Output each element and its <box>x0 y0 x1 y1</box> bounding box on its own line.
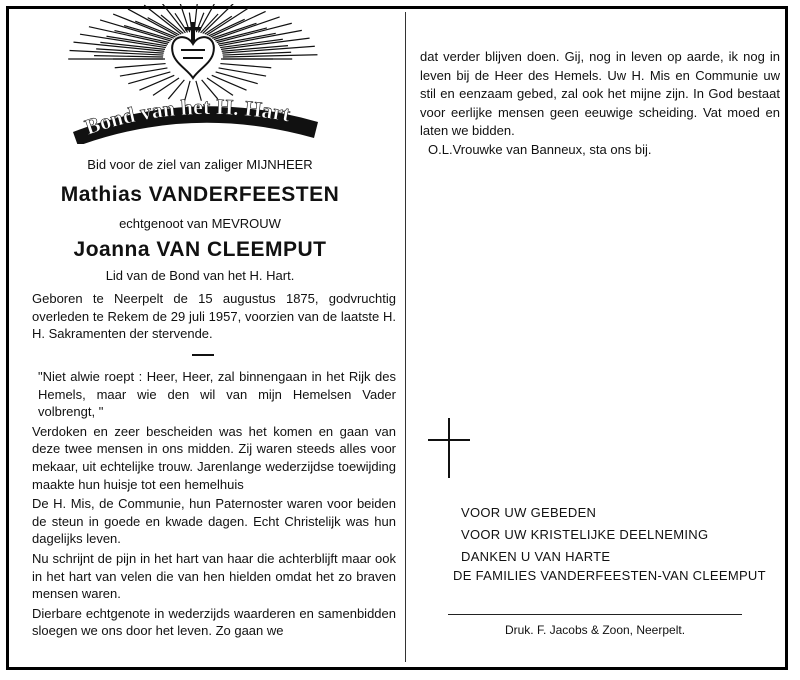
memorial-text <box>32 368 396 642</box>
thanks-line: VOOR UW GEBEDEN <box>461 505 597 520</box>
membership-line: Lid van de Bond van het H. Hart. <box>105 268 295 283</box>
thanks-block <box>461 502 781 568</box>
sacred-heart-icon <box>18 4 368 144</box>
bible-quote: "Niet alwie roept : Heer, Heer, zal binnengaan in het Rijk des Hemels, maar wie den wil van mijn Hemelsen Vader volbrengt, " <box>38 369 396 420</box>
section-dash <box>192 354 214 356</box>
sacred-heart-emblem <box>18 4 368 144</box>
spouse-intro: echtgenoot van MEVROUW <box>119 216 281 231</box>
spouse-name: Joanna VAN CLEEMPUT <box>73 238 327 261</box>
paragraph: Dierbare echtgenote in wederzijds waarderen en samenbidden sloegen we ons door het leven. Zo gaan we <box>32 605 396 639</box>
printer-credit: Druk. F. Jacobs & Zoon, Neerpelt. <box>504 623 686 637</box>
paragraph: dat verder blijven doen. Gij, nog in leven op aarde, ik nog in leven bij de Heer des Hemels. Uw H. Mis en Communie uw stil en eenzaam gebed, zal ook het mijne zijn. In God bestaat voor eerlijke mensen geen eeuwige scheiding. Vat moed en laten we bidden. <box>420 49 780 138</box>
printer-rule <box>448 614 742 615</box>
biography: Geboren te Neerpelt de 15 augustus 1875, godvruchtig overleden te Rekem de 29 juli 1957, voorzien van de laatste H. H. Sakramenten der stervende. <box>32 291 396 341</box>
deceased-name: Mathias VANDERFEESTEN <box>60 183 340 206</box>
paragraph: De H. Mis, de Communie, hun Paternoster waren voor beiden de steun in goede en kwade dagen. Echt Christelijk was hun dagelijks leven. <box>32 496 396 547</box>
memorial-continuation <box>420 48 780 159</box>
cross-icon <box>428 418 470 478</box>
thanks-line: VOOR UW KRISTELIJKE DEELNEMING <box>461 527 709 542</box>
families-line: DE FAMILIES VANDERFEESTEN-VAN CLEEMPUT <box>453 568 766 583</box>
paragraph: Nu schrijnt de pijn in het hart van haar die achterblijft maar ook in het hart van velen die van hen hielden omdat het zo braven mensen waren. <box>32 550 396 602</box>
thanks-line: DANKEN U VAN HARTE <box>461 549 611 564</box>
emblem-banner-text: Bond van het H. Hart <box>81 94 293 140</box>
prayer-line: O.L.Vrouwke van Banneux, sta ons bij. <box>428 141 652 157</box>
prayer-request: Bid voor de ziel van zaliger MIJNHEER <box>87 157 313 172</box>
fold-divider <box>405 12 406 662</box>
paragraph: Verdoken en zeer bescheiden was het komen en gaan van deze twee mensen in ons midden. Zij waren steeds alles voor mekaar, uit echtelijke trouw. Jarenlange wederzijdse toewijding maakte hun huisje tot een hemelhuis <box>32 423 396 492</box>
